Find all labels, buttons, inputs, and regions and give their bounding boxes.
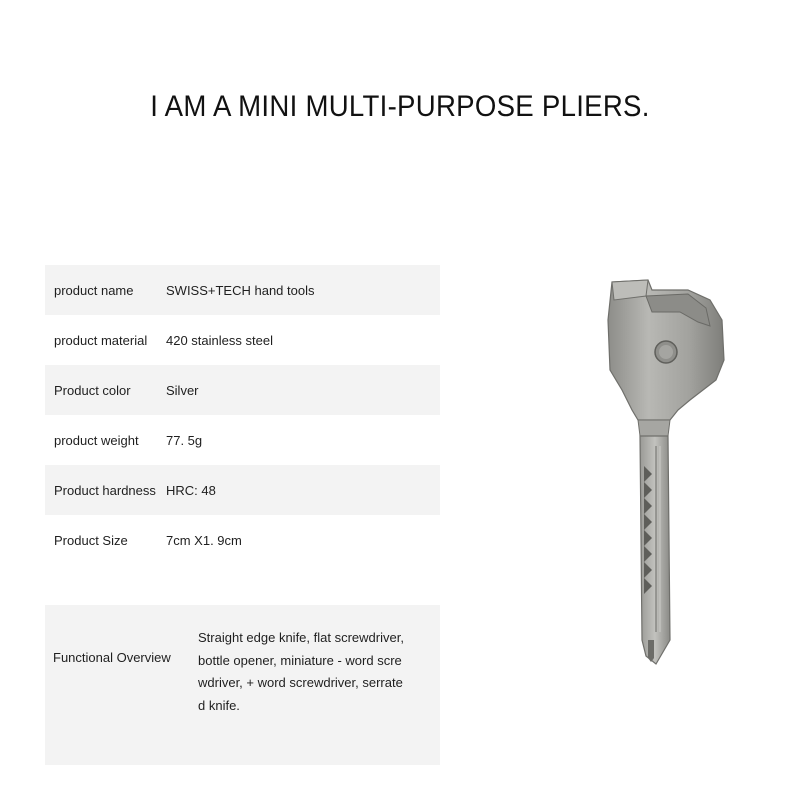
spec-value: 420 stainless steel — [166, 332, 273, 348]
spec-row-size — [45, 515, 440, 565]
spec-row-name — [45, 265, 440, 315]
spec-label: Product color — [54, 382, 131, 398]
overview-label: Functional Overview — [53, 650, 171, 665]
spec-row-hardness — [45, 465, 440, 515]
product-image — [560, 260, 760, 680]
overview-line: Straight edge knife, flat screwdriver, — [198, 630, 404, 645]
overview-line: d knife. — [198, 697, 240, 713]
page-title: I AM A MINI MULTI-PURPOSE PLIERS. — [150, 90, 650, 123]
spec-value: 77. 5g — [166, 432, 203, 448]
spec-label: Product hardness — [54, 482, 156, 498]
spec-value: Silver — [166, 382, 199, 398]
spec-value: 7cm X1. 9cm — [166, 532, 242, 548]
key-multitool-icon — [560, 260, 760, 680]
spec-row-material — [45, 315, 440, 365]
spec-value: HRC: 48 — [166, 482, 216, 498]
overview-line: bottle opener, miniature - word scre — [198, 652, 402, 668]
spec-label: product weight — [54, 432, 139, 448]
overview-line: wdriver, + word screwdriver, serrate — [198, 675, 403, 690]
spec-label: Product Size — [54, 532, 128, 548]
spec-row-weight — [45, 415, 440, 465]
spec-value: SWISS+TECH hand tools — [166, 282, 315, 298]
overview-text — [198, 627, 413, 717]
spec-label: product material — [54, 332, 148, 348]
spec-row-color — [45, 365, 440, 415]
spec-label: product name — [54, 282, 134, 298]
functional-overview — [45, 605, 440, 765]
spec-table — [45, 265, 440, 565]
